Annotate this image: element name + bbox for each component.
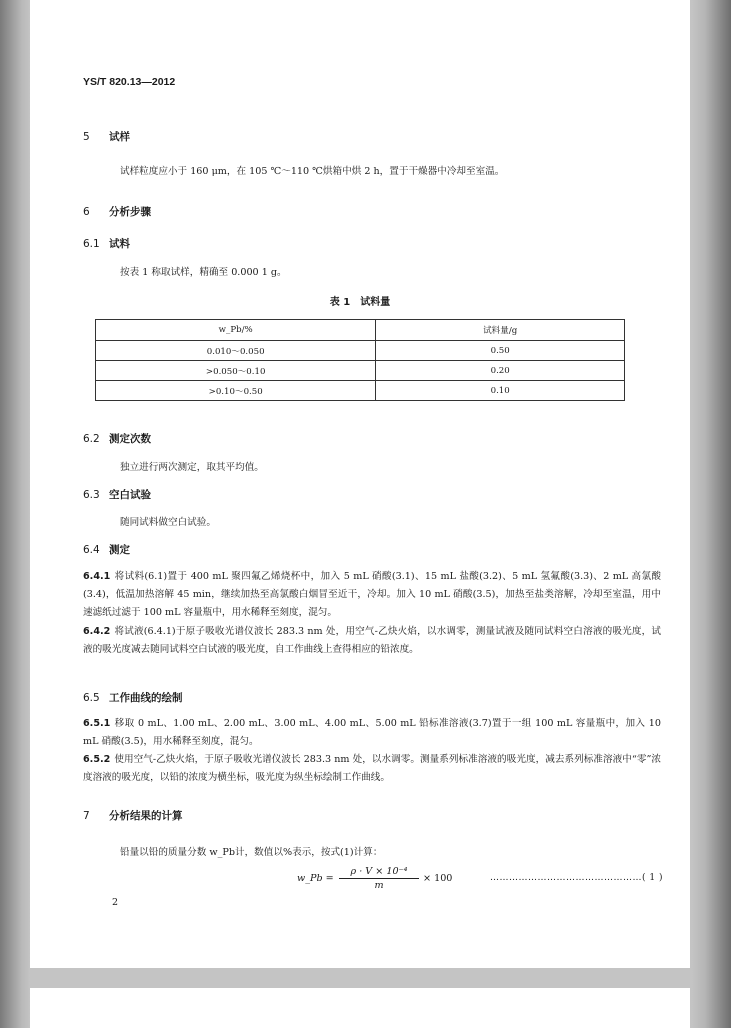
section-number: 6.5: [83, 692, 100, 704]
clause-number: 6.4.2: [83, 626, 111, 637]
section-7-text: 铅量以铅的质量分数 w_Pb计，数值以%表示，按式(1)计算：: [120, 847, 383, 858]
section-6-2-text: 独立进行两次测定，取其平均值。: [120, 462, 264, 473]
table-header-cell: 试料量/g: [376, 320, 625, 341]
section-title: 分析结果的计算: [109, 810, 183, 822]
equation-lhs: w_Pb =: [297, 873, 334, 884]
table-row: [96, 361, 625, 381]
section-number: 7: [83, 810, 90, 822]
document-page: [30, 0, 690, 968]
section-title: 试料: [109, 238, 130, 250]
section-6-1-text: 按表 1 称取试样，精确至 0.000 1 g。: [120, 267, 287, 278]
section-6-2-heading: [83, 431, 151, 446]
equation-denominator: m: [374, 880, 384, 891]
section-5-heading: [83, 129, 130, 144]
section-title: 分析步骤: [109, 206, 151, 218]
table-cell: 0.20: [376, 361, 625, 381]
table-row: [96, 381, 625, 401]
clause-text: 将试料(6.1)置于 400 mL 聚四氟乙烯烧杯中，加入 5 mL 硝酸(3.1)、15 mL 盐酸(3.2)、5 mL 氢氟酸(3.3)、2 mL 高氯酸(3.4)，低温加热溶解 45 min，继续加热至高氯酸白烟冒至近干，冷却。加入 10 mL 硝酸(3.5)，加热至盐类溶解，冷却至室温，用中速滤纸过滤于 100 mL 容量瓶中，用水稀释至刻度，混匀。: [83, 571, 661, 618]
section-number: 6.3: [83, 489, 100, 501]
standard-header: YS/T 820.13—2012: [83, 76, 176, 88]
table-row: [96, 341, 625, 361]
clause-number: 6.4.1: [83, 571, 111, 582]
equation-rhs: × 100: [423, 873, 453, 884]
equation-label: ( 1 ): [642, 873, 663, 883]
section-6-3-text: 随同试料做空白试验。: [120, 517, 216, 528]
section-7-heading: [83, 808, 183, 823]
section-6-1-heading: [83, 236, 130, 251]
table-header-cell: w_Pb/%: [96, 320, 376, 341]
section-title: 测定: [109, 544, 130, 556]
section-6-4-heading: [83, 542, 130, 557]
section-number: 5: [83, 131, 90, 143]
clause-number: 6.5.2: [83, 754, 111, 765]
clause-text: 使用空气-乙炔火焰，于原子吸收光谱仪波长 283.3 nm 处，以水调零。测量系列标准溶液的吸光度，减去系列标准溶液中“零”浓度溶液的吸光度，以铅的浓度为横坐标，吸光度为纵坐标绘制工作曲线。: [83, 754, 661, 783]
clause-6-5-1: [83, 715, 661, 751]
equation-fraction: [339, 866, 419, 891]
sample-mass-table: [95, 319, 625, 401]
clause-text: 移取 0 mL、1.00 mL、2.00 mL、3.00 mL、4.00 mL、5.00 mL 铅标准溶液(3.7)置于一组 100 mL 容量瓶中，加入 10 mL 硝酸(3.5)，用水稀释至刻度，混匀。: [83, 718, 661, 747]
clause-6-5-2: [83, 751, 661, 787]
clause-6-4-2: [83, 623, 661, 659]
section-6-heading: [83, 204, 151, 219]
clause-number: 6.5.1: [83, 718, 111, 729]
next-page-edge: [30, 988, 690, 1028]
page-number: 2: [112, 897, 119, 908]
section-number: 6.2: [83, 433, 100, 445]
section-6-3-heading: [83, 487, 151, 502]
section-number: 6.1: [83, 238, 100, 250]
table-cell: >0.10～0.50: [96, 381, 376, 401]
clause-6-4-1: [83, 568, 661, 622]
section-number: 6.4: [83, 544, 100, 556]
table-caption: 表 1 试料量: [329, 297, 391, 308]
clause-text: 将试液(6.4.1)于原子吸收光谱仪波长 283.3 nm 处，用空气-乙炔火焰，以水调零，测量试液及随同试料空白溶液的吸光度，试液的吸光度减去随同试料空白试液的吸光度，自工作曲线上查得相应的铅浓度。: [83, 626, 661, 655]
table-cell: 0.10: [376, 381, 625, 401]
section-5-text: 试样粒度应小于 160 μm，在 105 ℃～110 ℃烘箱中烘 2 h，置于干燥器中冷却至室温。: [120, 166, 505, 177]
table-cell: 0.50: [376, 341, 625, 361]
section-title: 工作曲线的绘制: [109, 692, 183, 704]
section-title: 测定次数: [109, 433, 151, 445]
table-header-row: [96, 320, 625, 341]
section-6-5-heading: [83, 690, 183, 705]
leader-dots: …………………………………………: [490, 873, 642, 883]
section-title: 空白试验: [109, 489, 151, 501]
section-number: 6: [83, 206, 90, 218]
table-cell: 0.010～0.050: [96, 341, 376, 361]
equation-numerator: ρ · V × 10⁻⁴: [339, 866, 419, 879]
section-title: 试样: [109, 131, 130, 143]
equation-leader: [490, 873, 663, 883]
table-cell: >0.050～0.10: [96, 361, 376, 381]
